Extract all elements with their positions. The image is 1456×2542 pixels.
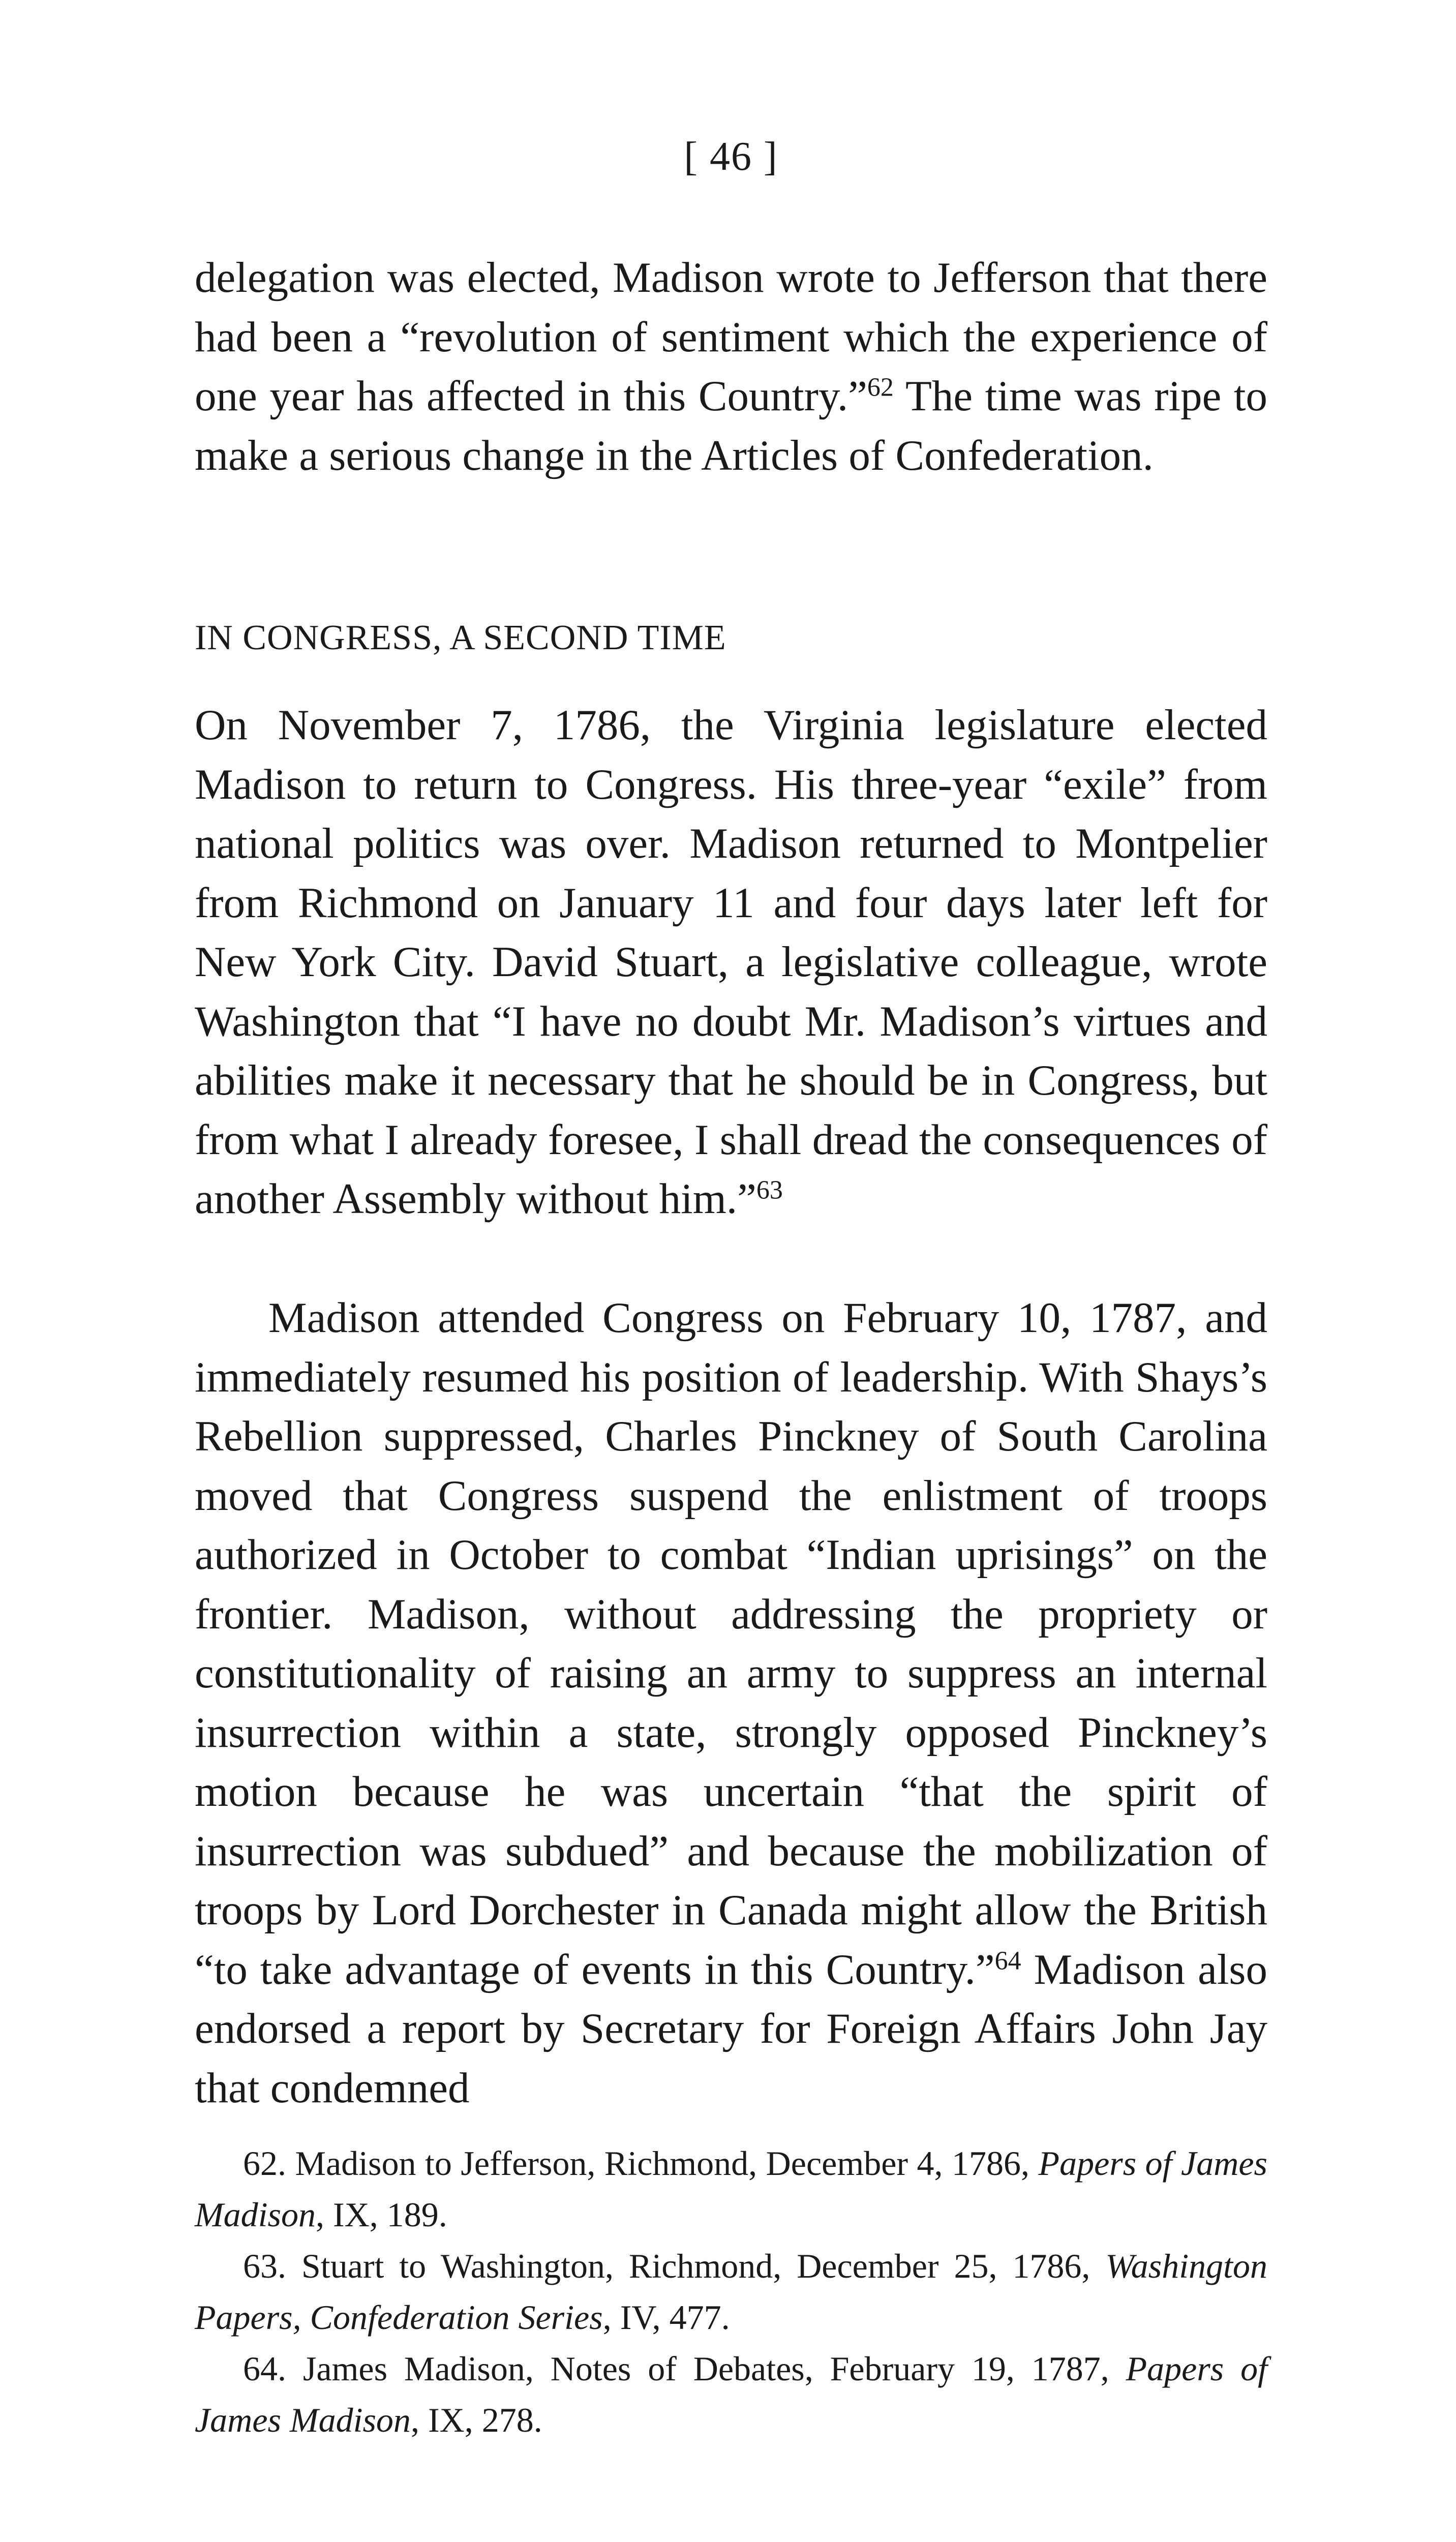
footnote-source: Papers of James Madison (195, 2349, 1267, 2439)
footnote-ref-64[interactable]: 64 (994, 1946, 1021, 1975)
footnote-number: 63. (243, 2247, 286, 2285)
page-number: [ 46 ] (684, 134, 778, 179)
paragraph-1-text-b: The time was ripe to make a serious change in the Articles of Confederation. (195, 372, 1267, 479)
paragraph-3-text-a: Madison attended Congress on February 10, 1787, and immediately resumed his position of leadership. With Shays’s Rebellion suppressed, Charles Pinckney of South Carolina moved that Congress suspend the enlistment of troops authorized in October to combat “Indian uprisings” on the frontier. Madison, without addressing the propriety or constitutionality of raising an army to suppress an internal insurrection within a state, strongly opposed Pinckney’s motion because he was uncertain “that the spirit of insurrection was subdued” and because the mobilization of troops by Lord Dorchester in Canada might allow the British “to take advantage of events in this Country.” (195, 1294, 1267, 1993)
footnote-64 (195, 2343, 1267, 2446)
paragraph-3-text-b: Madison also endorsed a report by Secretary for Foreign Affairs John Jay that condemned (195, 1945, 1268, 2112)
footnote-text: Madison to Jefferson, Richmond, December 4, 1786, (286, 2144, 1039, 2183)
footnote-ref-62[interactable]: 62 (867, 373, 894, 402)
footnote-source: Washington Papers, Confederation Series (195, 2247, 1267, 2337)
footnote-62 (195, 2138, 1267, 2241)
book-page (195, 0, 1267, 2542)
paragraph-3 (195, 1288, 1267, 2117)
paragraph-1 (195, 248, 1267, 485)
footnote-tail: , IX, 278. (410, 2401, 542, 2439)
footnote-text: Stuart to Washington, Richmond, December 25, 1786, (286, 2247, 1106, 2285)
footnotes (195, 2138, 1267, 2446)
paragraph-2 (195, 695, 1267, 1229)
footnote-63 (195, 2241, 1267, 2343)
paragraph-1-text-a: delegation was elected, Madison wrote to Jefferson that there had been a “revolution of sentiment which the experience of one year has affected in this Country.” (195, 254, 1267, 420)
footnote-text: James Madison, Notes of Debates, February 19, 1787, (286, 2349, 1126, 2388)
footnote-tail: , IX, 189. (316, 2195, 447, 2234)
footnote-number: 64. (243, 2349, 286, 2388)
paragraph-2-text-a: On November 7, 1786, the Virginia legislature elected Madison to return to Congress. His three-year “exile” from national politics was over. Madison returned to Montpelier from Richmond on January 11 and four days later left for New York City. David Stuart, a legislative colleague, wrote Washington that “I have no doubt Mr. Madison’s virtues and abilities make it necessary that he should be in Congress, but from what I already foresee, I shall dread the consequences of another Assembly without him.” (195, 701, 1267, 1223)
footnote-number: 62. (243, 2144, 286, 2183)
footnote-source: Papers of James Madison (195, 2144, 1267, 2234)
footnote-ref-63[interactable]: 63 (756, 1175, 783, 1205)
footnote-tail: , IV, 477. (602, 2298, 730, 2337)
section-heading: IN CONGRESS, A SECOND TIME (195, 618, 726, 657)
